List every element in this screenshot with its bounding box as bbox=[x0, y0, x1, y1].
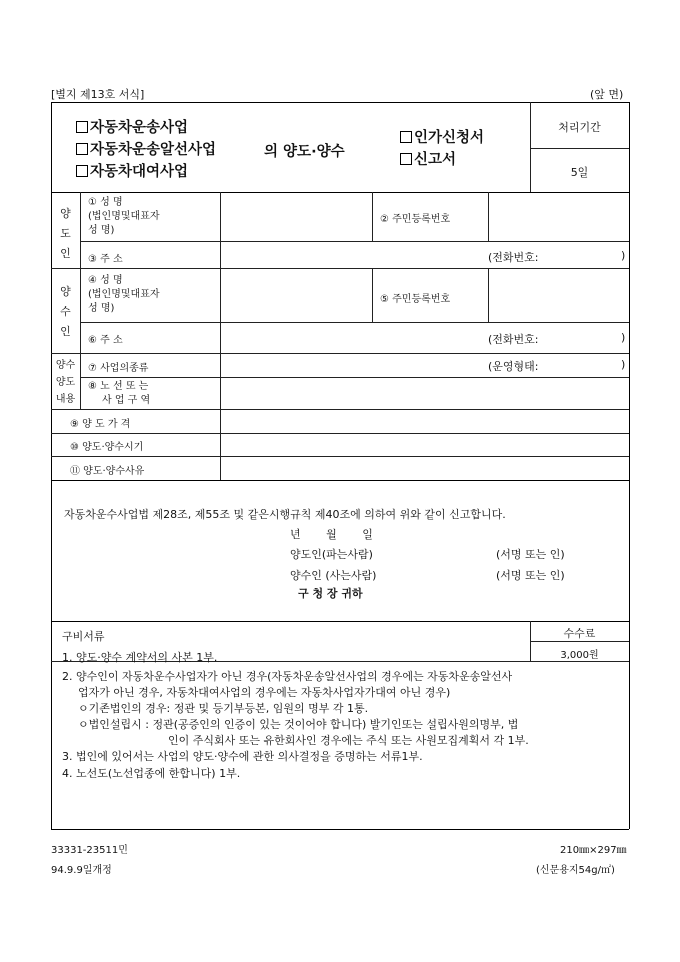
document-item: 인이 주식회사 또는 유한회사인 경우에는 주식 또는 사원모집계획서 각 1부. bbox=[168, 734, 529, 747]
checkbox-icon[interactable] bbox=[400, 131, 412, 143]
required-documents-label: 구비서류 bbox=[62, 630, 105, 643]
paper-type: (신문용지54g/㎡) bbox=[536, 865, 615, 876]
document-item: ㅇ기존법인의 경우: 정관 및 등기부등본, 임원의 명부 각 1통. bbox=[78, 702, 369, 715]
transferor-sign-mark: (서명 또는 인) bbox=[496, 548, 565, 561]
transferor-address-field[interactable] bbox=[222, 243, 487, 266]
operation-type-close: ) bbox=[621, 358, 626, 371]
transferee-name-label: ④ 성 명 (법인명및대표자 성 명) bbox=[88, 275, 160, 314]
document-item: 4. 노선도(노선업종에 한합니다) 1부. bbox=[62, 767, 241, 780]
business-type-label: ⑦ 사업의종류 bbox=[88, 363, 149, 374]
checkbox-icon[interactable] bbox=[76, 143, 88, 155]
route-area-field[interactable] bbox=[222, 379, 627, 407]
fee-value: 3,000원 bbox=[560, 650, 599, 661]
frame-bottom bbox=[51, 829, 629, 830]
option-rental-business[interactable]: 자동차대여사업 bbox=[76, 160, 188, 181]
transferee-phone-close: ) bbox=[621, 331, 626, 344]
document-item: 업자가 아닌 경우, 자동차대여사업의 경우에는 자동차사업자가대여 아닌 경우) bbox=[78, 686, 451, 699]
transferee-address-label: ⑥ 주 소 bbox=[88, 335, 123, 346]
document-item: 3. 법인에 있어서는 사업의 양도·양수에 관한 의사결정을 증명하는 서류1부. bbox=[62, 750, 423, 763]
frame-top bbox=[51, 102, 629, 103]
date-line: 년 월 일 bbox=[290, 528, 373, 541]
transferor-sign-label: 양도인(파는사람) bbox=[290, 548, 373, 561]
transferor-group-label: 양 도 인 bbox=[60, 207, 71, 260]
processing-period-label: 처리기간 bbox=[558, 121, 601, 134]
form-code: 33331-23511민 bbox=[51, 845, 128, 856]
form-number: [별지 제13호 서식] bbox=[51, 88, 145, 101]
checkbox-icon[interactable] bbox=[76, 121, 88, 133]
transferor-id-label: ② 주민등록번호 bbox=[380, 214, 451, 225]
operation-type-label: (운영형태: bbox=[488, 360, 539, 373]
price-field[interactable] bbox=[222, 411, 627, 431]
checkbox-icon[interactable] bbox=[400, 153, 412, 165]
business-type-field[interactable] bbox=[222, 355, 487, 375]
transferee-group-label: 양 수 인 bbox=[60, 285, 71, 338]
timing-label: ⑩ 양도·양수시기 bbox=[70, 442, 144, 453]
option-report[interactable]: 신고서 bbox=[400, 148, 456, 169]
transferee-sign-mark: (서명 또는 인) bbox=[496, 569, 565, 582]
transferee-id-field[interactable] bbox=[490, 270, 627, 320]
processing-period-value: 5일 bbox=[570, 166, 589, 179]
document-item: ㅇ법인설립시 : 정관(공증인의 인증이 있는 것이어야 합니다) 발기인또는 설립사원의명부, 법 bbox=[78, 718, 519, 731]
route-area-label: ⑧ 노 선 또 는 사 업 구 역 bbox=[88, 381, 151, 406]
transferor-id-field[interactable] bbox=[490, 194, 627, 239]
reason-label: ⑪ 양도·양수사유 bbox=[70, 466, 145, 477]
transferor-phone-close: ) bbox=[621, 249, 626, 262]
document-item: 2. 양수인이 자동차운수사업자가 아닌 경우(자동차운송알선사업의 경우에는 자동차운송알선사 bbox=[62, 670, 513, 683]
transferor-phone-label: (전화번호: bbox=[488, 251, 539, 264]
transferee-sign-label: 양수인 (사는사람) bbox=[290, 569, 377, 582]
fee-label: 수수료 bbox=[563, 627, 596, 640]
reason-field[interactable] bbox=[222, 458, 627, 478]
frame-right bbox=[629, 102, 630, 829]
title-middle: 의 양도·양수 bbox=[264, 144, 345, 160]
contents-group-label: 양수 양도 내용 bbox=[55, 360, 76, 405]
option-approval-application[interactable]: 인가신청서 bbox=[400, 126, 484, 147]
checkbox-icon[interactable] bbox=[76, 165, 88, 177]
transferor-name-field[interactable] bbox=[222, 194, 370, 239]
document-item: 1. 양도·양수 계약서의 사본 1부. bbox=[62, 651, 218, 664]
recipient: 구 청 장 귀하 bbox=[298, 587, 363, 600]
transferee-id-label: ⑤ 주민등록번호 bbox=[380, 294, 451, 305]
option-transport-broker-business[interactable]: 자동차운송알선사업 bbox=[76, 138, 216, 159]
option-transport-business[interactable]: 자동차운송사업 bbox=[76, 116, 188, 137]
declaration-statement: 자동차운수사업법 제28조, 제55조 및 같은시행규칙 제40조에 의하여 위와 같이 신고합니다. bbox=[64, 508, 506, 521]
transferor-address-label: ③ 주 소 bbox=[88, 254, 123, 265]
transferee-name-field[interactable] bbox=[222, 270, 370, 320]
transferee-phone-label: (전화번호: bbox=[488, 333, 539, 346]
price-label: ⑨ 양 도 가 격 bbox=[70, 419, 131, 430]
transferee-address-field[interactable] bbox=[222, 324, 487, 351]
revision-date: 94.9.9일개정 bbox=[51, 865, 112, 876]
paper-size: 210㎜×297㎜ bbox=[560, 845, 627, 856]
timing-field[interactable] bbox=[222, 435, 627, 454]
page-side: (앞 면) bbox=[590, 88, 624, 101]
transferor-name-label: ① 성 명 (법인명및대표자 성 명) bbox=[88, 197, 160, 236]
